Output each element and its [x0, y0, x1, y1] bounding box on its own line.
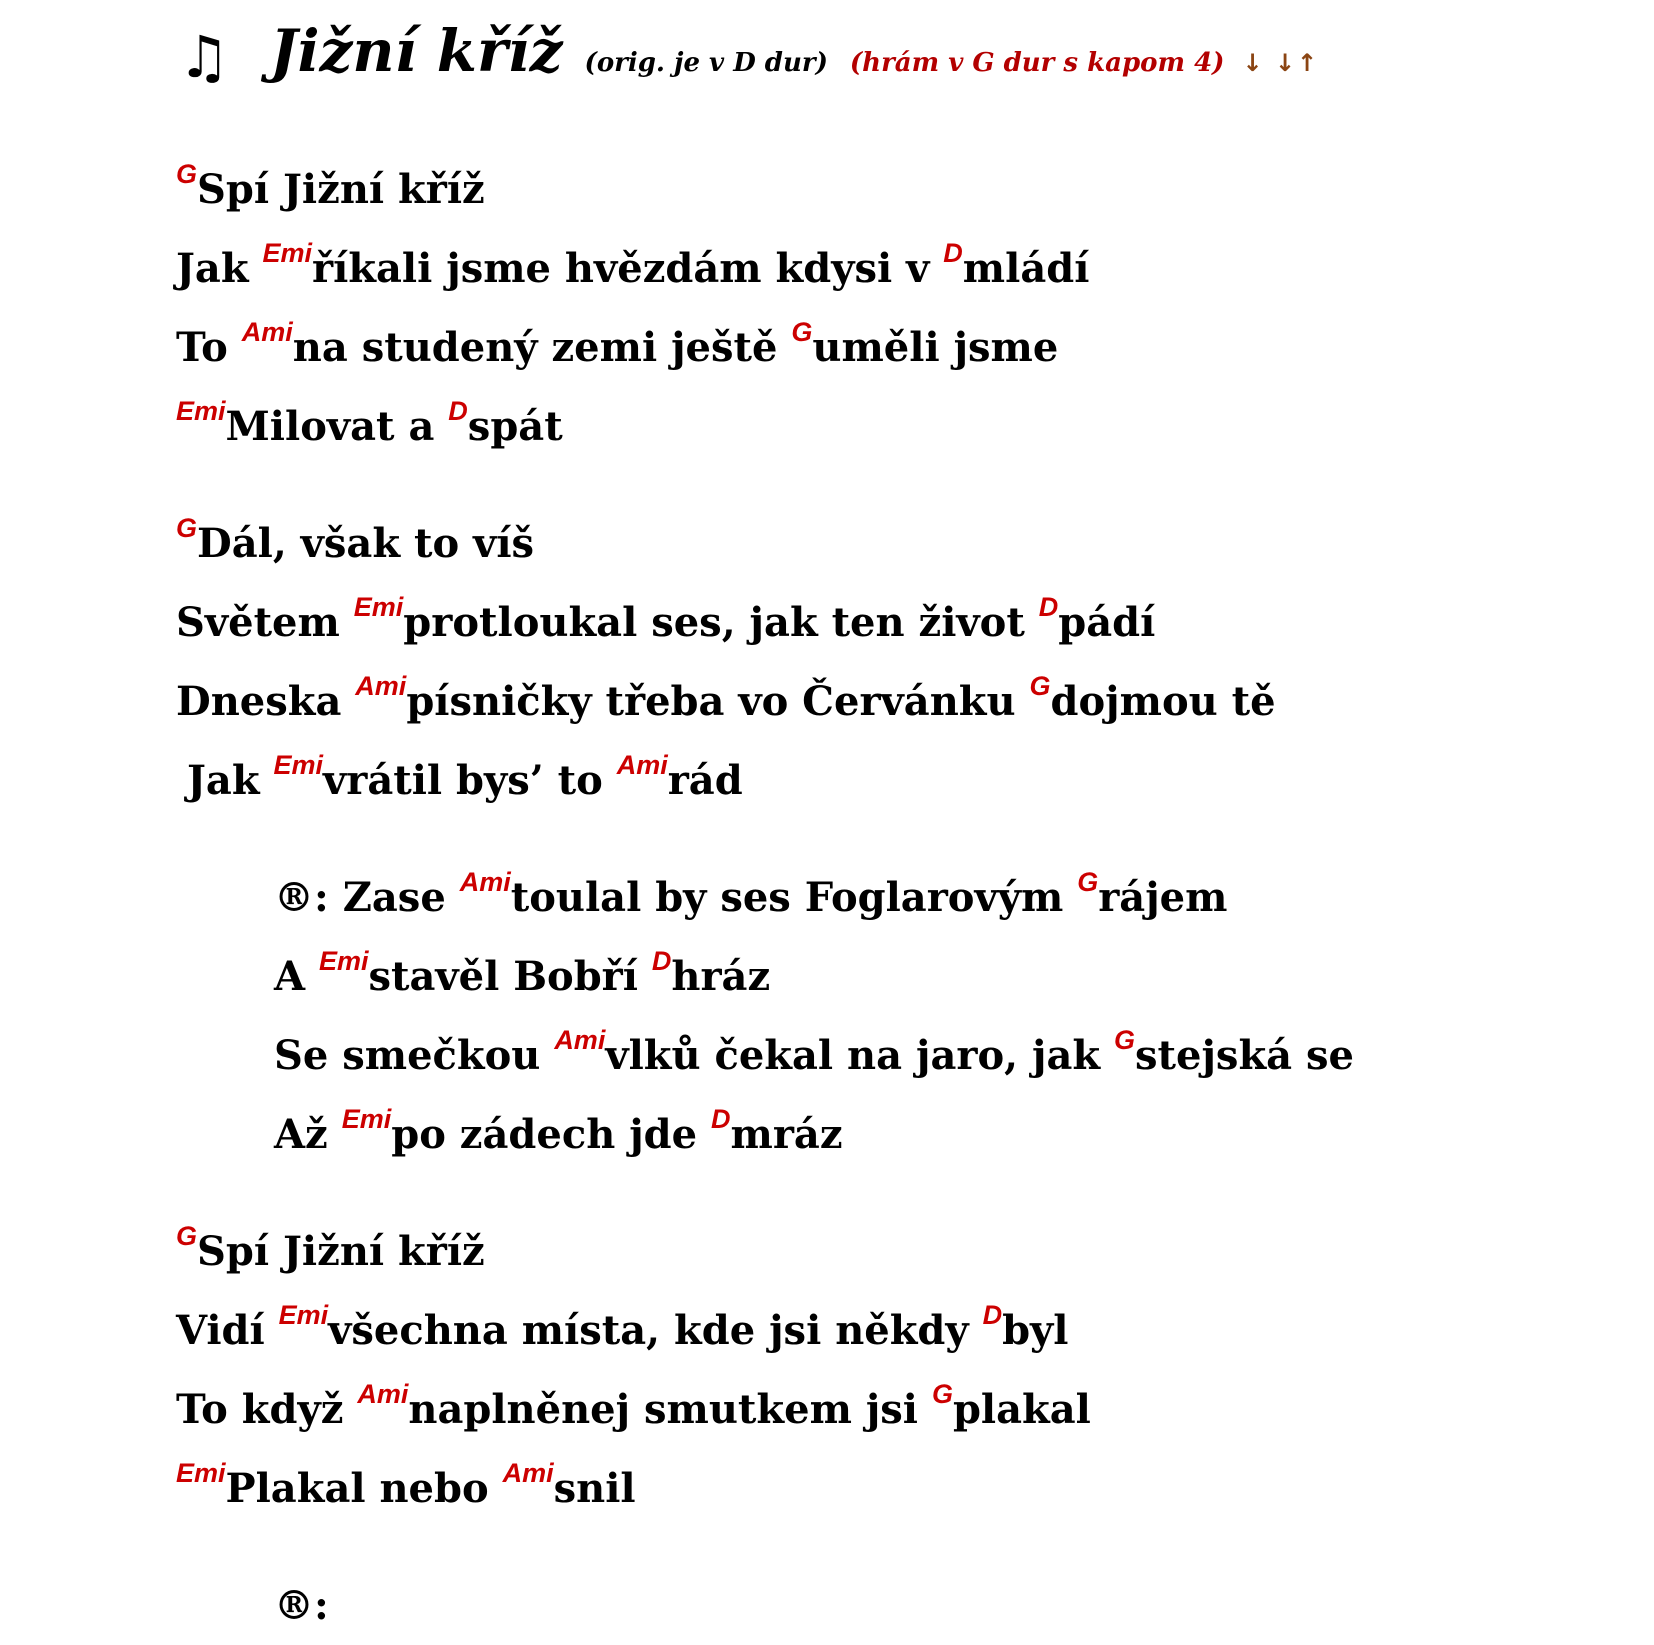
lyric-line	[176, 858, 1616, 937]
chord-label: G	[1114, 1025, 1136, 1055]
chord-label: Ami	[502, 1458, 554, 1488]
lyric-text: snil	[553, 1465, 636, 1512]
chord-label: Ami	[554, 1025, 606, 1055]
lyric-text: uměli jsme	[812, 324, 1059, 371]
chord-label: Ami	[357, 1379, 409, 1409]
lyric-text: pádí	[1058, 599, 1156, 646]
lyric-line	[176, 937, 1616, 1016]
lyric-text: mládí	[962, 245, 1090, 292]
lyric-text: Vidí	[176, 1307, 279, 1354]
lyric-text: Spí Jižní kříž	[197, 166, 485, 213]
lyric-line	[176, 308, 1616, 387]
lyric-text: protloukal ses, jak ten život	[403, 599, 1039, 646]
chord-label: Emi	[353, 592, 404, 622]
lyric-text: na studený zemi ještě	[292, 324, 792, 371]
lyric-line	[176, 583, 1616, 662]
lyric-text: spát	[467, 403, 563, 450]
lyric-text: Jak	[176, 245, 263, 292]
chord-label: D	[982, 1300, 1003, 1330]
lyric-line	[176, 229, 1616, 308]
chord-label: Ami	[241, 317, 293, 347]
lyric-line	[176, 1291, 1616, 1370]
lyric-text: Spí Jižní kříž	[197, 1228, 485, 1275]
chord-label: D	[711, 1104, 731, 1134]
lyric-text: toulal by ses Foglarovým	[510, 874, 1078, 921]
music-note-icon: ♫	[178, 23, 230, 91]
lyric-line	[176, 741, 1616, 820]
chord-label: Emi	[341, 1104, 392, 1134]
transpose-updown-icon[interactable]: ↓↑	[1274, 49, 1320, 77]
lyric-text: říkali jsme hvězdám kdysi v	[312, 245, 944, 292]
lyric-text: rájem	[1098, 874, 1228, 921]
chord-label: G	[931, 1379, 953, 1409]
chord-label: D	[943, 238, 963, 268]
lyric-line	[176, 1212, 1616, 1291]
original-key-note: (orig. je v D dur)	[584, 48, 828, 78]
lyric-text: mráz	[730, 1111, 843, 1158]
lyric-text: Až	[274, 1111, 342, 1158]
lyric-text: hráz	[671, 953, 771, 1000]
lyric-text: stavěl Bobří	[368, 953, 652, 1000]
lyric-text: dojmou tě	[1050, 678, 1276, 725]
lyric-text: Jak	[187, 757, 274, 804]
lyric-text: vlků čekal na jaro, jak	[605, 1032, 1114, 1079]
lyric-line	[176, 1095, 1616, 1174]
lyric-line	[176, 1370, 1616, 1449]
lyric-text: byl	[1002, 1307, 1069, 1354]
chord-label: G	[791, 317, 813, 347]
chord-label: D	[448, 396, 468, 426]
lyric-text: ®: Zase	[274, 874, 460, 921]
lyric-text: Se smečkou	[274, 1032, 555, 1079]
lyric-text: naplněnej smutkem jsi	[408, 1386, 932, 1433]
chord-label: Emi	[318, 946, 369, 976]
chord-label: Emi	[176, 396, 226, 426]
chord-label: G	[1029, 671, 1051, 701]
lyrics-body	[176, 150, 1616, 1645]
lyric-line	[176, 504, 1616, 583]
lyric-text: Dneska	[176, 678, 356, 725]
lyric-text: Plakal nebo	[225, 1465, 503, 1512]
song-title: Jižní kříž	[270, 17, 563, 85]
lyric-line	[176, 387, 1616, 466]
chord-label: Ami	[355, 671, 407, 701]
lyric-text: po zádech jde	[391, 1111, 712, 1158]
lyric-text: To	[176, 324, 242, 371]
lyric-text: všechna místa, kde jsi někdy	[328, 1307, 983, 1354]
lyric-text: písničky třeba vo Červánku	[406, 678, 1030, 725]
lyric-line	[176, 1016, 1616, 1095]
chord-label: Emi	[273, 750, 324, 780]
lyric-text: stejská se	[1135, 1032, 1354, 1079]
transpose-down-icon[interactable]: ↓	[1242, 49, 1265, 77]
lyric-text: plakal	[952, 1386, 1091, 1433]
playing-key-note: (hrám v G dur s kapom 4)	[849, 48, 1225, 78]
chord-label: G	[176, 513, 198, 543]
lyric-line	[176, 1566, 1616, 1645]
lyric-text: Světem	[176, 599, 354, 646]
lyric-line	[176, 662, 1616, 741]
chord-label: G	[176, 159, 198, 189]
chord-label: G	[176, 1221, 198, 1251]
chord-label: Emi	[262, 238, 313, 268]
lyric-text: To když	[176, 1386, 358, 1433]
chord-label: Emi	[278, 1300, 329, 1330]
lyric-text: rád	[667, 757, 743, 804]
lyric-text: ®:	[274, 1582, 329, 1629]
lyric-text: A	[274, 953, 319, 1000]
lyric-line	[176, 1449, 1616, 1528]
lyric-text: Dál, však to víš	[197, 520, 535, 567]
chord-label: D	[651, 946, 672, 976]
song-header	[178, 17, 1320, 91]
chord-label: Emi	[176, 1458, 226, 1488]
lyric-text: Milovat a	[225, 403, 449, 450]
chord-label: Ami	[616, 750, 668, 780]
chord-label: D	[1038, 592, 1059, 622]
chord-label: G	[1077, 867, 1099, 897]
chord-label: Ami	[459, 867, 511, 897]
lyric-line	[176, 150, 1616, 229]
transpose-arrows[interactable]	[1242, 49, 1319, 77]
lyric-text: vrátil bys’ to	[323, 757, 617, 804]
